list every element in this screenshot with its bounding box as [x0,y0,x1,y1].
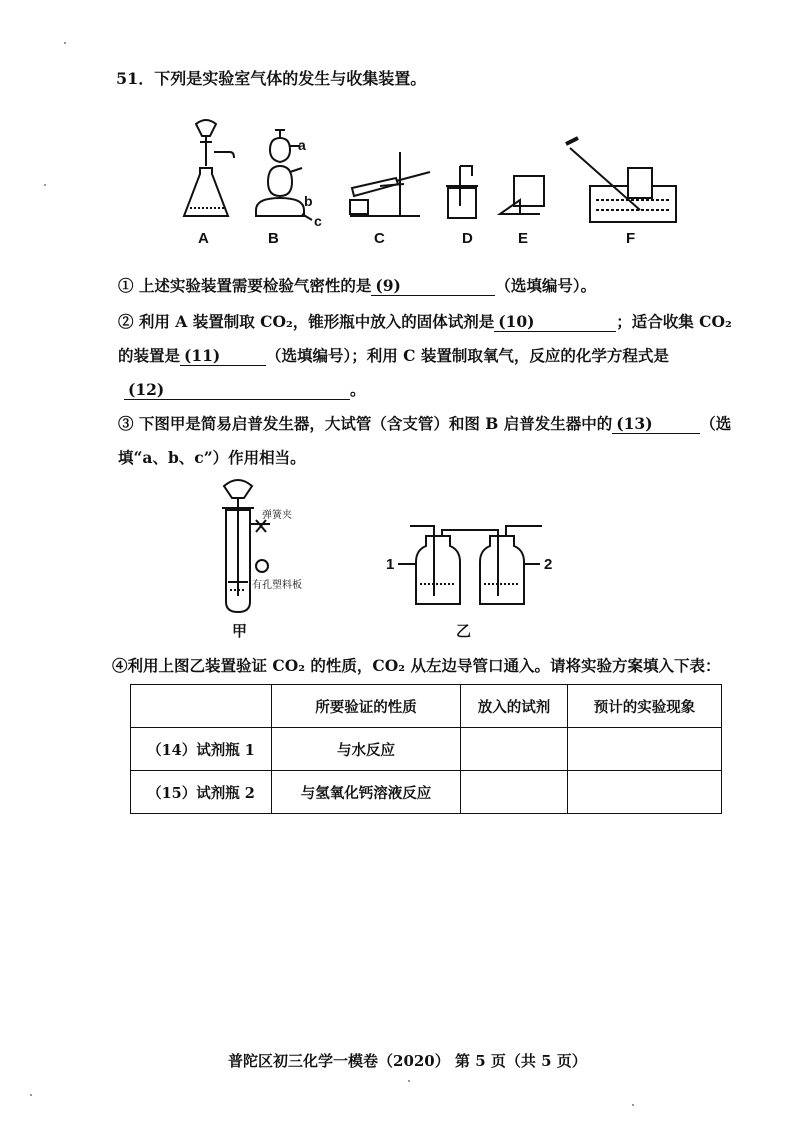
table-header-row [131,685,722,728]
table-header-reagent: 放入的试剂 [461,685,568,728]
q2-prefix: ② 利用 A 装置制取 CO₂，锥形瓶中放入的固体试剂是 [118,312,495,331]
scan-speck [632,1104,634,1106]
answer-blank-12[interactable]: (12) [124,380,350,400]
scan-speck [408,1080,410,1082]
kipp-label-a: a [298,137,306,153]
q1-prefix: ① 上述实验装置需要检验气密性的是 [118,276,372,295]
q2-line2-prefix: 的装置是 [118,346,181,365]
apparatus-label-c: C [374,230,385,247]
answer-blank-13[interactable]: (13) [612,414,700,434]
plastic-plate-label: 有孔塑料板 [252,580,302,591]
q2-end: 。 [350,380,366,399]
kipp-label-c: c [314,213,322,229]
answer-cell-phenomenon-14[interactable] [568,728,722,771]
page-footer: 普陀区初三化学一模卷（2020） 第 5 页（共 5 页） [228,1052,587,1070]
row-property: 与水反应 [272,728,461,771]
table-header-empty [131,685,272,728]
table-header-phenomenon: 预计的实验现象 [568,685,722,728]
scan-speck [30,1094,32,1096]
answer-cell-reagent-14[interactable] [461,728,568,771]
answer-blank-9[interactable]: (9) [371,276,495,296]
table-row [131,728,722,771]
answer-blank-10[interactable]: (10) [494,312,616,332]
row-label: （15）试剂瓶 2 [131,771,272,814]
answer-cell-phenomenon-15[interactable] [568,771,722,814]
bottle-1-label: 1 [386,556,395,573]
question-2-line-3 [124,378,366,400]
answer-cell-reagent-15[interactable] [461,771,568,814]
table-row [131,771,722,814]
apparatus-label-a: A [198,230,209,247]
row-property: 与氢氧化钙溶液反应 [272,771,461,814]
table-header-property: 所要验证的性质 [272,685,461,728]
scan-speck [44,184,46,186]
figure-yi-two-bottles [0,470,800,670]
bottle-2-label: 2 [544,556,553,573]
kipp-label-b: b [304,193,313,209]
q3-prefix: ③ 下图甲是简易启普发生器，大试管（含支管）和图 B 启普发生器中的 [118,414,613,433]
apparatus-label-e: E [518,230,529,247]
apparatus-label-d: D [462,230,473,247]
apparatus-label-b: B [268,230,279,247]
figure-yi-caption: 乙 [456,622,472,640]
apparatus-label-f: F [626,230,636,247]
question-1 [118,274,596,296]
question-title: 51．下列是实验室气体的发生与收集装置。 [116,69,427,88]
q2-mid: ；适合收集 CO₂ [616,312,732,331]
q1-suffix: （选填编号）。 [495,276,597,295]
question-2-line-2 [118,344,669,366]
question-4: ④利用上图乙装置验证 CO₂ 的性质，CO₂ 从左边导管口通入。请将实验方案填入下表： [112,656,721,675]
clip-label: 弹簧夹 [262,510,292,521]
scan-speck [64,42,66,44]
row-label: （14）试剂瓶 1 [131,728,272,771]
figure-jia-caption: 甲 [232,622,248,640]
q2-line2-suffix: （选填编号）；利用 C 装置制取氧气，反应的化学方程式是 [266,346,669,365]
question-3-line-1 [118,412,731,434]
apparatus-figure [0,0,800,240]
answer-blank-11[interactable]: (11) [180,346,266,366]
question-3-line-2: 填“a、b、c”）作用相当。 [118,448,306,467]
q3-suffix: （选 [700,414,732,433]
experiment-table [130,684,722,814]
question-2-line-1 [118,310,732,332]
